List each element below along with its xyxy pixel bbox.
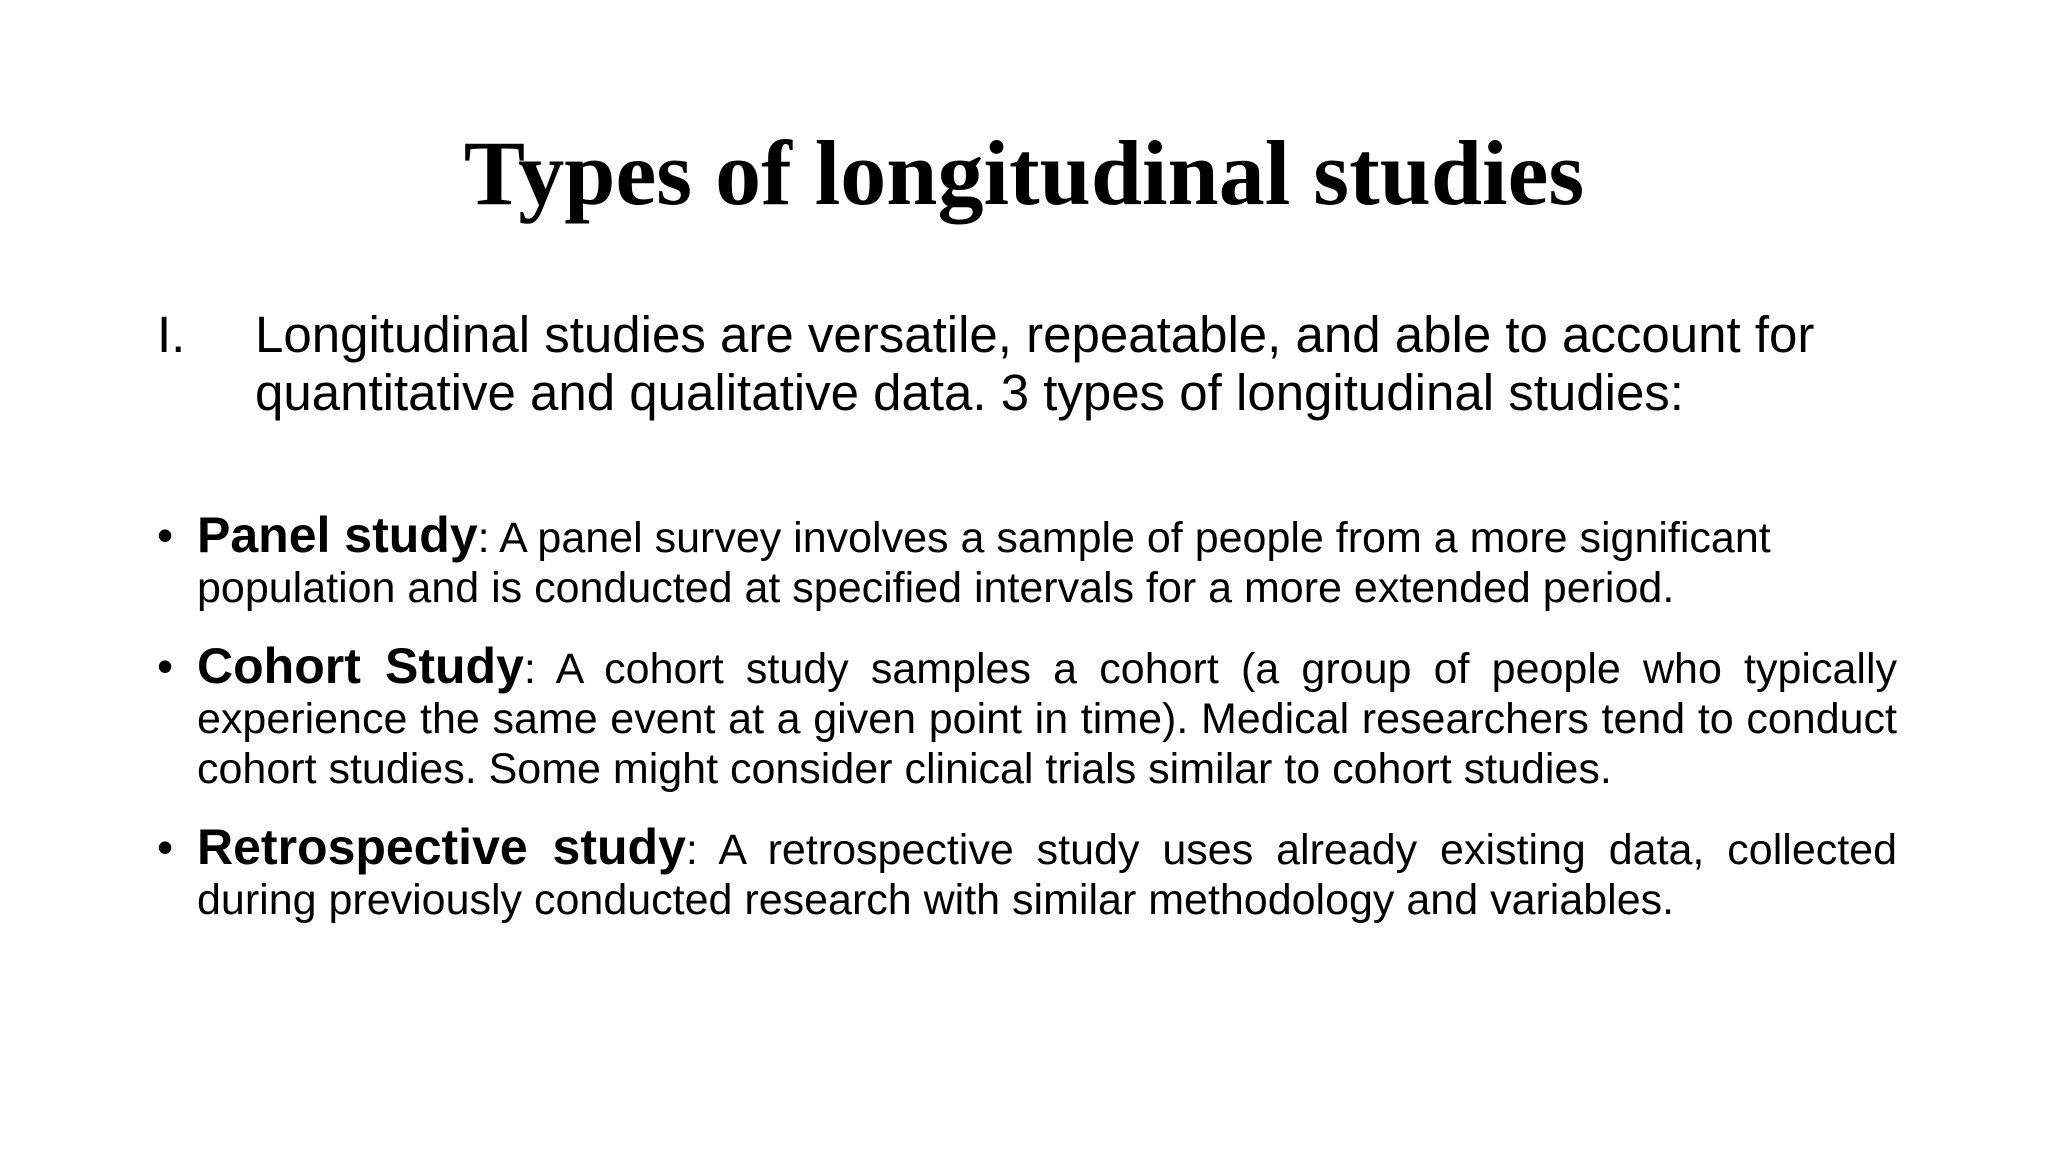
intro-text: Longitudinal studies are versatile, repeatable, and able to account for quantitative and qualitative data. 3 types of longitudinal studies: xyxy=(255,306,1815,421)
bullet-term: Cohort Study xyxy=(197,638,524,694)
bullet-separator: : xyxy=(523,645,536,693)
bullet-marker: • xyxy=(157,640,174,692)
bullet-marker: • xyxy=(157,509,174,561)
bullet-term: Retrospective study xyxy=(197,819,686,875)
bullet-text: A panel survey involves a sample of people from a more significant population and is conducted at specified intervals for a more extended period. xyxy=(197,514,1771,612)
slide-title: Types of longitudinal studies xyxy=(463,122,1585,224)
bullet-separator: : xyxy=(685,826,698,874)
bullet-text: A retrospective study uses already existing data, collected during previously conducted research with similar methodology and variables. xyxy=(197,826,1898,924)
bullet-text: A cohort study samples a cohort (a group of people who typically experience the same event at a given point in time). Medical researchers tend to conduct cohort studies. Some might consider clinical trials similar to cohort studies. xyxy=(197,645,1897,793)
bullet-body xyxy=(197,819,1898,925)
bullet-body xyxy=(197,507,1897,613)
bullet-marker: • xyxy=(157,821,174,873)
bullet-panel-study xyxy=(157,507,1917,613)
bullet-retrospective-study xyxy=(157,819,1917,925)
bullet-list xyxy=(157,507,1917,953)
bullet-separator: : xyxy=(477,514,490,562)
bullet-cohort-study xyxy=(157,638,1917,794)
bullet-body xyxy=(197,638,1897,794)
intro-item xyxy=(157,306,1917,422)
bullet-term: Panel study xyxy=(197,507,478,563)
intro-number: I. xyxy=(157,306,186,363)
